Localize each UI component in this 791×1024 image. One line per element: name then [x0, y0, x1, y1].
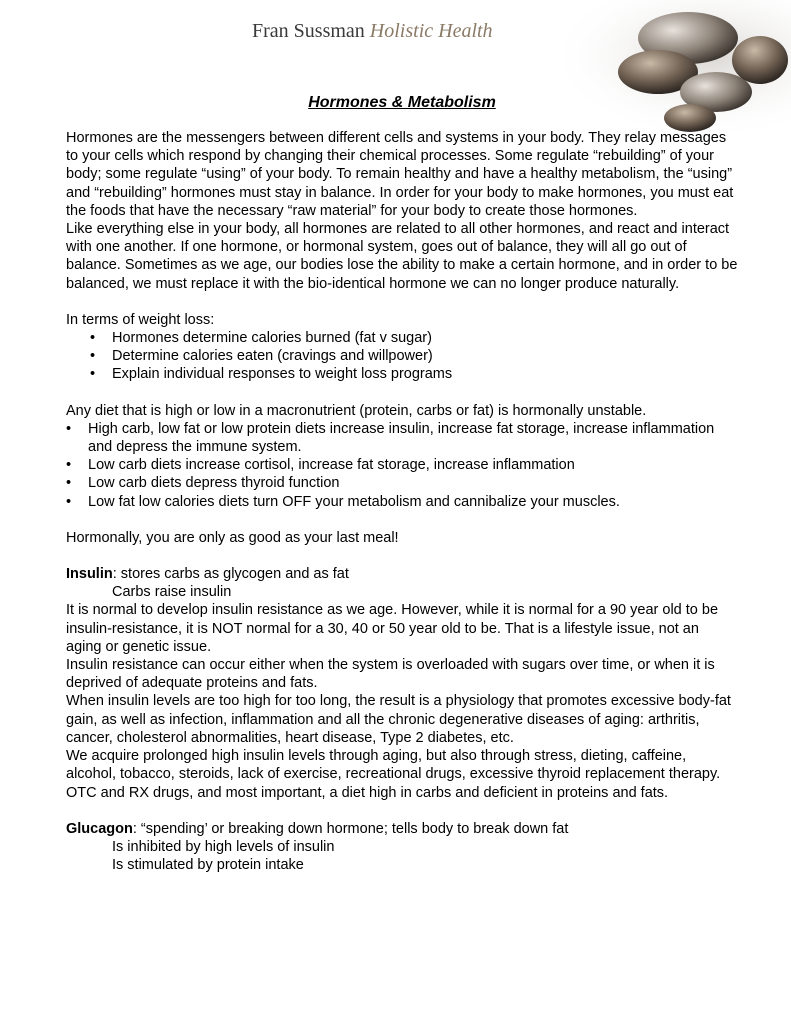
- glucagon-heading: [66, 820, 738, 838]
- insulin-paragraph-4: We acquire prolonged high insulin levels through aging, but also through stress, dieting, caffeine, alcohol, tobacco, steroids, lack of exercise, recreational drugs, excessive thyroid replacement therapy. OTC and RX drugs, and most important, a diet high in carbs and deficient in proteins and fats.: [66, 748, 721, 801]
- list-item: • Explain individual responses to weight loss programs: [66, 365, 738, 383]
- brand-logo: [252, 20, 493, 43]
- insulin-subpoint: Carbs raise insulin: [112, 584, 232, 601]
- insulin-heading: [66, 565, 738, 583]
- insulin-definition: : stores carbs as glycogen and as fat: [112, 566, 349, 583]
- weight-loss-list: [66, 329, 738, 384]
- weight-loss-lead: In terms of weight loss:: [66, 311, 215, 328]
- insulin-paragraph-2: Insulin resistance can occur either when the system is overloaded with sugars over time, or when it is deprived of adequate proteins and fats.: [66, 657, 715, 692]
- brand-name: Fran Sussman: [252, 20, 365, 42]
- list-item: • Hormones determine calories burned (fat v sugar): [66, 329, 738, 347]
- insulin-term: Insulin: [66, 566, 113, 583]
- list-item: • Low carb diets increase cortisol, increase fat storage, increase inflammation: [66, 456, 738, 474]
- glucagon-term: Glucagon: [66, 820, 133, 837]
- hormonally-statement: Hormonally, you are only as good as your last meal!: [66, 529, 399, 546]
- intro-paragraph-2: Like everything else in your body, all hormones are related to all other hormones, and react and interact with one another. If one hormone, or hormonal system, goes out of balance, they will all go out of balance. Sometimes as we age, our bodies lose the ability to make a certain hormone, and in order to be balanced, we must replace it with the bio-identical hormone we can no longer produce naturally.: [66, 221, 738, 292]
- page-title: Hormones & Metabolism: [308, 94, 496, 111]
- insulin-paragraph-3: When insulin levels are too high for too long, the result is a physiology that promotes excessive body-fat gain, as well as infection, inflammation and all the chronic degenerative diseases of aging: arthritis, cancer, cholesterol abnormalities, heart disease, Type 2 diabetes, etc.: [66, 693, 731, 746]
- list-item: • Low carb diets depress thyroid function: [66, 474, 738, 492]
- brand-tagline: Holistic Health: [369, 20, 493, 42]
- diet-lead: Any diet that is high or low in a macronutrient (protein, carbs or fat) is hormonally unstable.: [66, 402, 647, 419]
- diet-list: [66, 420, 738, 511]
- glucagon-subpoint-2: Is stimulated by protein intake: [112, 857, 304, 874]
- list-item: • Low fat low calories diets turn OFF your metabolism and cannibalize your muscles.: [66, 493, 738, 511]
- glucagon-subpoint-1: Is inhibited by high levels of insulin: [112, 838, 335, 855]
- glucagon-definition: : “spending’ or breaking down hormone; tells body to break down fat: [132, 820, 569, 837]
- insulin-paragraph-1: It is normal to develop insulin resistance as we age. However, while it is normal for a 90 year old to be insulin-resistance, it is NOT normal for a 30, 40 or 50 year old to be. That is a lifestyle issue, not an aging or genetic issue.: [66, 602, 719, 655]
- document-body: [66, 93, 738, 874]
- list-item: • High carb, low fat or low protein diets increase insulin, increase fat storage, increase inflammation and depress the immune system.: [66, 420, 738, 456]
- list-item: • Determine calories eaten (cravings and willpower): [66, 347, 738, 365]
- intro-paragraph-1: Hormones are the messengers between different cells and systems in your body. They relay messages to your cells which respond by changing their chemical processes. Some regulate “rebuilding” of your body; some regulate “using” of your body. To remain healthy and have a healthy metabolism, the “using” and “rebuilding” hormones must stay in balance. In order for your body to make hormones, you must eat the foods that have the necessary “raw material” for your body to create those hormones.: [66, 130, 734, 219]
